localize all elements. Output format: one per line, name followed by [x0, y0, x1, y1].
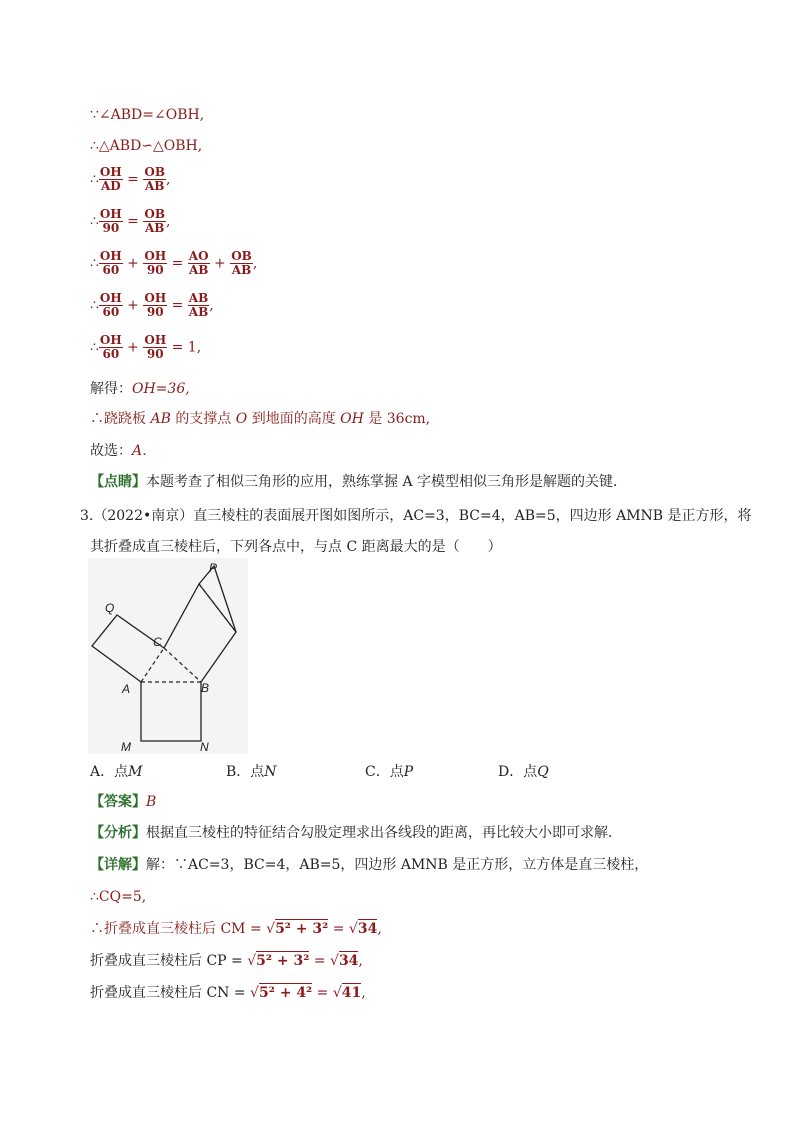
cm-line: ∴折叠成直三棱柱后 CM = √5² + 3² = √34, [90, 921, 382, 937]
analysis-line: 【分析】根据直三棱柱的特征结合勾股定理求出各线段的距离，再比较大小即可求解． [90, 825, 622, 841]
choose-line: 故选：A． [90, 443, 157, 459]
ratio-line-2: ∴ $\frac{OH}{90}$ = $\frac{OB}{AB}$ , [90, 207, 171, 235]
question-3-line-2: 其折叠成直三棱柱后，下列各点中，与点 C 距离最大的是（ ） [90, 539, 502, 555]
cp-line: 折叠成直三棱柱后 CP = √5² + 3² = √34, [90, 953, 363, 969]
choice-c: C．点P [365, 764, 414, 780]
label-m: M [121, 740, 131, 754]
choice-b: B．点N [226, 764, 277, 780]
solve-line: 解得：OH=36, [90, 381, 190, 397]
cq-line: ∴CQ=5, [90, 889, 147, 905]
ratio-line-5: ∴ $\frac{OH}{60}$ + $\frac{OH}{90}$ = 1, [90, 333, 202, 361]
ratio-line-1: ∴ $\frac{OH}{AD}$ = $\frac{OB}{AB}$ , [90, 165, 171, 193]
label-a: A [122, 682, 131, 696]
answer-line: 【答案】B [90, 794, 157, 810]
choice-a: A．点M [90, 764, 143, 780]
ratio-line-4: ∴ $\frac{OH}{60}$ + $\frac{OH}{90}$ = $\frac{AB}{AB}$ , [90, 291, 214, 319]
detail-line: 【详解】解：∵AC=3，BC=4，AB=5，四边形 AMNB 是正方形，立方体是直三棱柱， [90, 857, 649, 873]
conclusion-line: ∴跷跷板 AB 的支撑点 O 到地面的高度 OH 是 36cm, [90, 411, 431, 427]
label-n: N [200, 740, 209, 754]
label-q: Q [105, 601, 115, 615]
cn-line: 折叠成直三棱柱后 CN = √5² + 4² = √41, [90, 985, 366, 1001]
question-3-line-1: 3.（2022•南京）直三棱柱的表面展开图如图所示，AC=3，BC=4，AB=5，四边形 AMNB 是正方形，将 [80, 508, 752, 524]
ratio-line-3: ∴ $\frac{OH}{60}$ + $\frac{OH}{90}$ = $\frac{AO}{AB}$ + $\frac{OB}{AB}$ , [90, 249, 258, 277]
given-angle-line: ∵∠ABD=∠OBH, [90, 107, 205, 123]
label-c: C [153, 635, 162, 649]
prism-net-figure [88, 558, 248, 754]
choice-d: D．点Q [498, 764, 549, 780]
label-b: B [201, 681, 210, 695]
comment-line: 【点睛】本题考查了相似三角形的应用，熟练掌握 A 字模型相似三角形是解题的关键． [90, 474, 628, 490]
figure-background [88, 558, 248, 754]
label-p: P [209, 561, 218, 575]
similar-triangles-line: ∴△ABD∽△OBH, [90, 138, 203, 154]
